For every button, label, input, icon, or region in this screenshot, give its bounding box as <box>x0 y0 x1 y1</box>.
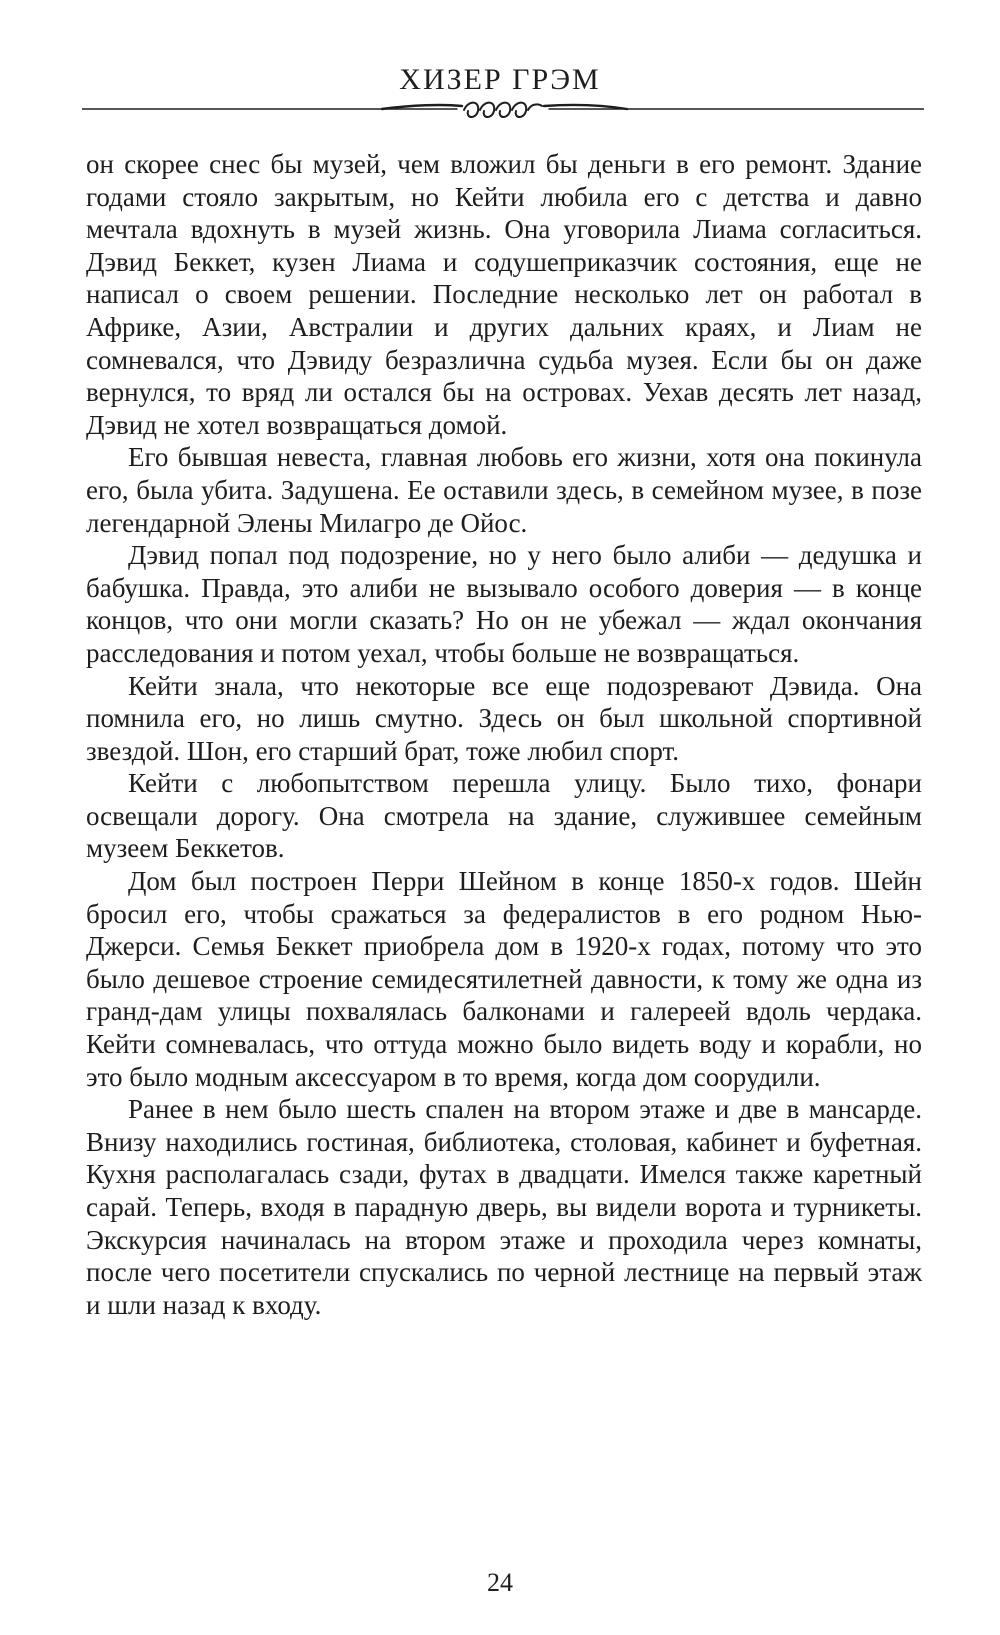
paragraph: он скорее снес бы музей, чем вложил бы деньги в его ремонт. Здание годами стояло закрытым, но Кейти любила его с детства и давно мечтала вдохнуть в музей жизнь. Она уговорила Лиама согласиться. Дэвид Беккет, кузен Лиама и содушеприказчик состояния, еще не написал о своем решении. Последние несколько лет он работал в Африке, Азии, Австралии и других дальних краях, и Лиам не сомневался, что Дэвиду безразлична судьба музея. Если бы он даже вернулся, то вряд ли остался бы на островах. Уехав десять лет назад, Дэвид не хотел возвращаться домой. <box>86 149 922 440</box>
paragraph: Дом был построен Перри Шейном в конце 1850-х годов. Шейн бросил его, чтобы сражаться за федералистов в его родном Нью-Джерси. Семья Беккет приобрела дом в 1920-х годах, потому что это было дешевое строение семидесятилетней давности, к тому же одна из гранд-дам улицы похвалялась балконами и галереей вдоль чердака. Кейти сомневалась, что оттуда можно было видеть воду и корабли, но это было модным аксессуаром в то время, когда дом соорудили. <box>86 866 922 1092</box>
paragraph: Кейти с любопытством перешла улицу. Было тихо, фонари освещали дорогу. Она смотрела на здание, служившее семейным музеем Беккетов. <box>86 768 922 864</box>
running-head-author: ХИЗЕР ГРЭМ <box>399 63 601 96</box>
page-number: 24 <box>487 1568 513 1597</box>
ornamental-rule-icon <box>82 96 924 120</box>
paragraph: Его бывшая невеста, главная любовь его жизни, хотя она покинула его, была убита. Задушена. Ее оставили здесь, в семейном музее, в позе легендарной Элены Милагро де Ойос. <box>86 442 922 538</box>
paragraph: Дэвид попал под подозрение, но у него было алиби — дедушка и бабушка. Правда, это алиби не вызывало особого доверия — в конце концов, что они могли сказать? Но он не убежал — ждал окончания расследования и потом уехал, чтобы больше не возвращаться. <box>86 540 922 668</box>
body-text <box>86 148 922 1321</box>
paragraph: Ранее в нем было шесть спален на втором этаже и две в мансарде. Внизу находились гостиная, библиотека, столовая, кабинет и буфетная. Кухня располагалась сзади, футах в двадцати. Имелся также каретный сарай. Теперь, входя в парадную дверь, вы видели ворота и турникеты. Экскурсия начиналась на втором этаже и проходила через комнаты, после чего посетители спускались по черной лестнице на первый этаж и шли назад к входу. <box>86 1094 922 1320</box>
paragraph: Кейти знала, что некоторые все еще подозревают Дэвида. Она помнила его, но лишь смутно. Здесь он был школьной спортивной звездой. Шон, его старший брат, тоже любил спорт. <box>86 670 922 766</box>
